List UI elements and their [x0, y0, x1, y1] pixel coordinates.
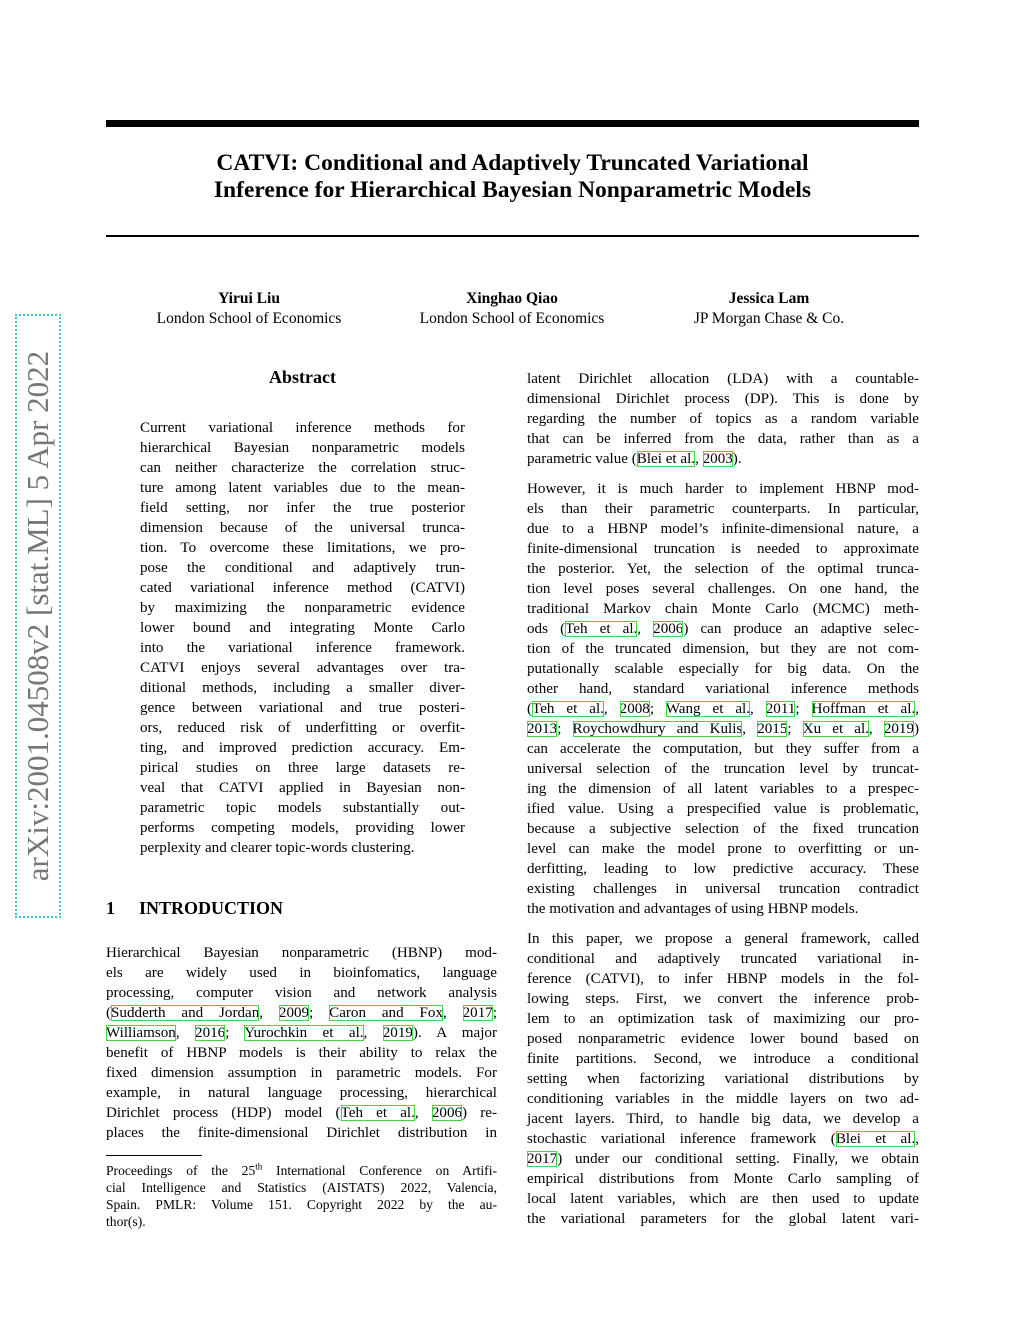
- right-column: [527, 369, 919, 1229]
- citation-link[interactable]: Williamson: [106, 1025, 176, 1041]
- text-line: putationally scalable especially for big data. On the: [527, 661, 919, 677]
- citation-link[interactable]: Blei et al.: [636, 451, 696, 467]
- text-line: cial Intelligence and Statistics (AISTATS) 2022, Valencia,: [106, 1180, 497, 1195]
- text-line: other hand, standard variational inference methods: [527, 681, 919, 697]
- arxiv-stamp: arXiv:2001.04508v2 [stat.ML] 5 Apr 2022: [15, 314, 61, 918]
- citation-link[interactable]: Blei et al.: [835, 1131, 916, 1147]
- abstract-line: into the variational inference framework.: [140, 640, 465, 656]
- citation-link[interactable]: 2006: [431, 1105, 463, 1121]
- author-name: Yirui Liu: [218, 290, 280, 307]
- text-line: traditional Markov chain Monte Carlo (MCMC) meth-: [527, 601, 919, 617]
- citation-link[interactable]: 2003: [702, 451, 733, 467]
- text-line: latent Dirichlet allocation (LDA) with a countable-: [527, 371, 919, 387]
- text-line: due to a HBNP model’s infinite-dimensional nature, a: [527, 521, 919, 537]
- text-line: local latent variables, which are then used to update: [527, 1191, 919, 1207]
- citation-link[interactable]: 2019: [883, 721, 914, 737]
- section-heading-introduction: [106, 898, 283, 919]
- citation-link[interactable]: 2006: [653, 621, 684, 637]
- abstract-line: ting, and improved prediction accuracy. Em-: [140, 740, 465, 756]
- text-line: regarding the number of topics as a random variable: [527, 411, 919, 427]
- text-line: fixed dimension assumption in parametric models. For: [106, 1065, 497, 1081]
- abstract-line: cated variational inference method (CATVI): [140, 580, 465, 596]
- text-line: can accelerate the computation, but they suffer from a: [527, 741, 919, 757]
- text-line: tion of the truncated dimension, but they are not com-: [527, 641, 919, 657]
- citation-link[interactable]: 2011: [765, 701, 796, 717]
- citation-link[interactable]: Yurochkin et al.: [244, 1025, 364, 1041]
- text-line: because a subjective selection of the fixed truncation: [527, 821, 919, 837]
- citation-link[interactable]: Teh et al.: [532, 701, 604, 717]
- abstract-line: pirical studies on three large datasets re-: [140, 760, 465, 776]
- citation-link[interactable]: Caron and Fox: [329, 1005, 443, 1021]
- text-line: 2013; Roychowdhury and Kulis, 2015; Xu et al., 2019): [527, 721, 920, 737]
- citation-link[interactable]: Wang et al.: [665, 701, 751, 717]
- text-line: derfitting, leading to low predictive accuracy. These: [527, 861, 919, 877]
- abstract-line: Current variational inference methods for: [140, 420, 465, 436]
- text-line: finite partitions. Second, we introduce a conditional: [527, 1051, 919, 1067]
- abstract-line: pose the conditional and adaptively trun-: [140, 560, 465, 576]
- text-line: In this paper, we propose a general framework, called: [527, 931, 919, 947]
- abstract-line: ture among latent variables due to the mean-: [140, 480, 465, 496]
- text-line: thor(s).: [106, 1214, 146, 1229]
- text-line: Williamson, 2016; Yurochkin et al., 2019). A major: [106, 1025, 497, 1041]
- citation-link[interactable]: 2008: [619, 701, 650, 717]
- abstract-line: ors, reduced risk of underfitting or overfit-: [140, 720, 465, 736]
- text-line: empirical distributions from Monte Carlo sampling of: [527, 1171, 919, 1187]
- text-line: parametric value (Blei et al., 2003).: [527, 451, 742, 467]
- text-line: level can make the model prone to overfitting or un-: [527, 841, 919, 857]
- text-line: Spain. PMLR: Volume 151. Copyright 2022 by the au-: [106, 1197, 497, 1212]
- text-line: ference (CATVI), to infer HBNP models in the fol-: [527, 971, 919, 987]
- text-line: ified value. Using a prespecified value is problematic,: [527, 801, 919, 817]
- citation-link[interactable]: 2015: [757, 721, 788, 737]
- author-affiliation: JP Morgan Chase & Co.: [693, 310, 845, 327]
- section-number: 1: [106, 898, 115, 918]
- citation-link[interactable]: Teh et al.: [565, 621, 638, 637]
- abstract-line: lower bound and integrating Monte Carlo: [140, 620, 465, 636]
- intro-paragraph: [106, 943, 497, 1143]
- abstract-line: performs competing models, providing lower: [140, 820, 465, 836]
- paper-title: [106, 150, 919, 204]
- author-affiliation: London School of Economics: [419, 310, 605, 327]
- text-line: stochastic variational inference framework (Blei et al.,: [527, 1131, 919, 1147]
- text-line: (Sudderth and Jordan, 2009; Caron and Fox, 2017;: [106, 1005, 498, 1021]
- citation-link[interactable]: Sudderth and Jordan: [111, 1005, 260, 1021]
- citation-link[interactable]: Roychowdhury and Kulis: [572, 721, 743, 737]
- text-line: conditioning variables in the middle layers on two ad-: [527, 1091, 919, 1107]
- abstract-line: gence between variational and true posteri-: [140, 700, 465, 716]
- text-line: However, it is much harder to implement HBNP mod-: [527, 481, 919, 497]
- abstract-line: hierarchical Bayesian nonparametric models: [140, 440, 465, 456]
- citation-link[interactable]: 2013: [527, 721, 558, 737]
- title-line-1: CATVI: Conditional and Adaptively Truncated Variational: [216, 150, 809, 176]
- author-name: Xinghao Qiao: [466, 290, 558, 307]
- text-line: the variational parameters for the global latent vari-: [527, 1211, 919, 1227]
- title-bottom-rule: [106, 235, 919, 237]
- author-3: [639, 289, 899, 329]
- author-2: [382, 289, 642, 329]
- text-line: places the finite-dimensional Dirichlet distribution in: [106, 1125, 497, 1141]
- text-line: lowing steps. First, we convert the inference prob-: [527, 991, 919, 1007]
- text-line: the posterior. Yet, the selection of the optimal trunca-: [527, 561, 919, 577]
- abstract-line: field setting, nor infer the true posterior: [140, 500, 465, 516]
- abstract-line: can neither characterize the correlation struc-: [140, 460, 465, 476]
- abstract-line: veal that CATVI applied in Bayesian non-: [140, 780, 465, 796]
- text-line: existing challenges in universal truncation contradict: [527, 881, 919, 897]
- text-line: example, in natural language processing, hierarchical: [106, 1085, 497, 1101]
- title-top-rule: [106, 120, 919, 127]
- text-line: els are widely used in bioinfomatics, language: [106, 965, 497, 981]
- text-line: ing the dimension of all latent variables to a prespec-: [527, 781, 919, 797]
- citation-link[interactable]: 2019: [382, 1025, 413, 1041]
- text-line: finite-dimensional truncation is needed to approximate: [527, 541, 919, 557]
- abstract-line: by maximizing the nonparametric evidence: [140, 600, 465, 616]
- text-line: universal selection of the truncation level by truncat-: [527, 761, 919, 777]
- author-name: Jessica Lam: [728, 290, 810, 307]
- citation-link[interactable]: Hoffman et al.: [811, 701, 916, 717]
- text-line: Proceedings of the 25th International Conference on Artifi-: [106, 1161, 497, 1178]
- abstract-heading: Abstract: [269, 367, 336, 387]
- abstract-line: perplexity and clearer topic-words clustering.: [140, 840, 415, 856]
- text-line: that can be inferred from the data, rather than as a: [527, 431, 919, 447]
- text-line: the motivation and advantages of using HBNP models.: [527, 901, 859, 917]
- text-line: setting when factorizing variational distributions by: [527, 1071, 919, 1087]
- text-line: tion level poses several challenges. On one hand, the: [527, 581, 919, 597]
- text-line: lem to an optimization task of maximizing our pro-: [527, 1011, 919, 1027]
- text-line: dimensional Dirichlet process (DP). This is done by: [527, 391, 919, 407]
- author-affiliation: London School of Economics: [156, 310, 342, 327]
- citation-link[interactable]: 2009: [278, 1005, 310, 1021]
- abstract-line: CATVI enjoys several advantages over tra-: [140, 660, 465, 676]
- abstract-line: ditional methods, including a smaller diver-: [140, 680, 465, 696]
- footnote: [106, 1162, 497, 1230]
- text-line: 2017) under our conditional setting. Finally, we obtain: [527, 1151, 919, 1167]
- text-line: posed nonparametric evidence lower bound based on: [527, 1031, 919, 1047]
- section-title: INTRODUCTION: [139, 898, 284, 918]
- abstract-line: tion. To overcome these limitations, we pro-: [140, 540, 465, 556]
- abstract-body: [140, 418, 465, 858]
- text-line: ods (Teh et al., 2006) can produce an adaptive selec-: [527, 621, 919, 637]
- abstract-line: dimension because of the universal trunca-: [140, 520, 465, 536]
- text-line: Hierarchical Bayesian nonparametric (HBNP) mod-: [106, 945, 497, 961]
- citation-link[interactable]: 2016: [195, 1025, 226, 1041]
- citation-link[interactable]: Xu et al.: [802, 721, 869, 737]
- text-line: benefit of HBNP models is their ability to relax the: [106, 1045, 497, 1061]
- citation-link[interactable]: Teh et al.: [340, 1105, 415, 1121]
- text-line: Dirichlet process (HDP) model (Teh et al., 2006) re-: [106, 1105, 497, 1121]
- text-line: jacent layers. Third, to handle big data, we develop a: [527, 1111, 919, 1127]
- abstract-line: parametric topic models substantially out-: [140, 800, 465, 816]
- citation-link[interactable]: 2017: [527, 1151, 558, 1167]
- author-1: [119, 289, 379, 329]
- text-line: conditional and adaptively truncated variational in-: [527, 951, 919, 967]
- text-line: els than their parametric counterparts. In particular,: [527, 501, 919, 517]
- text-line: (Teh et al., 2008; Wang et al., 2011; Hoffman et al.,: [527, 701, 920, 717]
- text-line: processing, computer vision and network analysis: [106, 985, 497, 1001]
- footnote-rule: [106, 1155, 202, 1156]
- title-line-2: Inference for Hierarchical Bayesian Nonparametric Models: [213, 177, 812, 203]
- citation-link[interactable]: 2017: [462, 1005, 493, 1021]
